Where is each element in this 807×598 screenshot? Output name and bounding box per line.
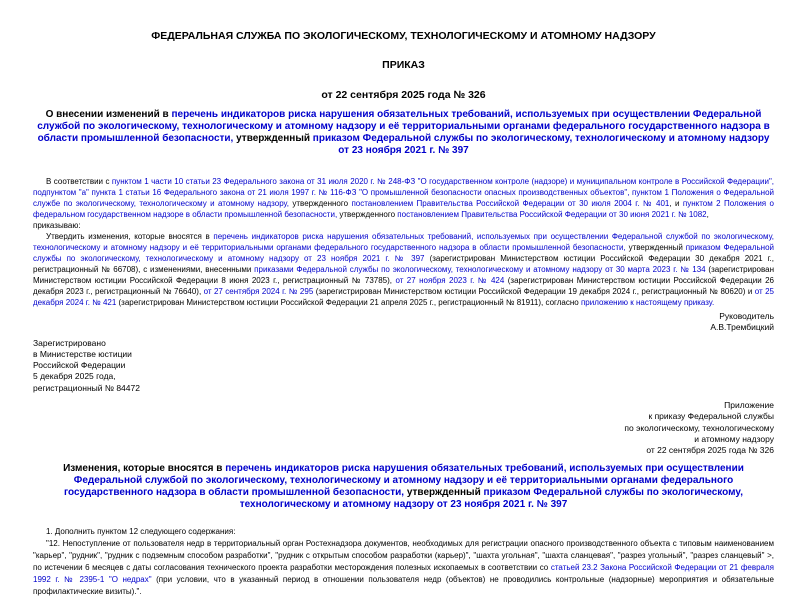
signature-block [33,311,774,334]
prikaz-declaration: приказываю: [33,221,81,230]
registration-block [33,338,774,394]
doc-text: О внесении изменений в [45,109,172,120]
doc-text: "12. Непоступление от пользователя недр в территориальный орган Ростехнадзора документов, необходимых для регистрации опасного производственного объекта с типовым наименованием "карьер", "рудник", "рудник с подземным способом разработки", "рудник с открытым способом разработки (карьер)", "шахта угольная", "шахта сланцевая", "разрез угольный", "разрез сланцевый" >, по истечении 6 месяцев с даты согласования технического проекта разработки месторождения полезных ископаемых в соответствии со [33,538,774,572]
paragraph-approve-changes [33,231,774,308]
document-date-number: от 22 сентября 2025 года № 326 [321,89,486,101]
doc-link[interactable]: от 27 сентября 2024 г. № 295 [203,287,314,296]
order-body [33,176,774,308]
order-title [33,109,774,157]
doc-link[interactable]: перечень индикаторов риска нарушения обязательных требований, используемых при осуществлении Федеральной службой по экологическому, технологическому и атомному надзору и её территориальными органами федерального государственного надзора в области промышленной безопасности, [37,109,770,144]
doc-text: утвержденный [404,486,484,498]
doc-text: утвержденный [625,243,686,252]
doc-link[interactable]: перечень индикаторов риска нарушения обязательных требований, используемых при осуществлении Федеральной службой по экологическому, технологическому и атомному надзору и её территориальными органами федерального государственного надзора в области промышленной безопасности, [63,462,744,498]
amendment-item-12 [33,538,774,598]
doc-text: Изменения, которые вносятся в [63,462,226,474]
annex-header-line: и атомному надзору [694,433,774,444]
signature-position: Руководитель [719,311,774,321]
doc-link[interactable]: пунктом 1 части 10 статьи 23 Федерального закона от 31 июля 2020 г. № 248-ФЗ "О государственном контроле (надзоре) и муниципальном контроле в Российской Федерации", подпунктом "а" пункта 1 статьи 16 Федерального закона от 21 июля 1997 г. № 116-ФЗ "О промышленной безопасности опасных производственных объектов", пунктом 1 Положения о Федеральной службе по экологическому, технологическому и атомному надзору, [33,177,774,208]
doc-link[interactable]: приказом Федеральной службы по экологическому, технологическому и атомному надзору от 23 ноября 2021 г. № 397 [312,133,770,156]
doc-link[interactable]: приложению к настоящему приказу. [580,298,715,307]
doc-text: (зарегистрирован Министерством юстиции Российской Федерации 30 декабря 2021 г., регистрационный № 66708), с изменениями, внесенными [33,254,774,274]
doc-text: утвержденного [337,210,398,219]
paragraph-legal-basis [33,176,774,220]
amendment-body [33,526,774,598]
registration-line: Зарегистрировано [33,337,106,348]
registration-line: в Министерстве юстиции [33,348,132,359]
doc-text: , и [669,199,683,208]
doc-link[interactable]: статьей 23.2 Закона Российской Федерации от 21 февраля 1992 г. № 2395-1 "О недрах" [33,562,775,584]
annex-header [33,400,774,456]
doc-text: (зарегистрирован Министерством юстиции Российской Федерации 26 декабря 2023 г., регистрационный № 76640), [33,276,775,296]
doc-text: (при условии, что в указанный период в отношении пользователя недр (объектов) не проводились контрольные (надзорные) мероприятия и обязательные профилактические визиты).". [33,574,774,596]
doc-text: , [706,210,709,219]
annex-header-line: по экологическому, технологическому [624,422,774,433]
annex-header-line: Приложение [724,400,774,411]
doc-link[interactable]: пунктом 2 Положения о федеральном государственном надзоре в области промышленной безопасности, [33,199,774,219]
doc-link[interactable]: приказом Федеральной службы по экологическому, технологическому и атомному надзору от 23 ноября 2021 г. № 397 [33,243,774,263]
document-type: ПРИКАЗ [382,59,425,71]
doc-text: (зарегистрирован Министерством юстиции Российской Федерации 8 июня 2023 г., регистрационный № 73785), [33,265,775,285]
registration-line: Российской Федерации [33,360,126,371]
doc-text: утвержденного [288,199,352,208]
signature-name: А.В.Трембицкий [710,322,774,333]
doc-link[interactable]: приказами Федеральной службы по экологическому, технологическому и атомному надзору от 30 марта 2023 г. № 134 [254,265,706,274]
doc-link[interactable]: постановлением Правительства Российской Федерации от 30 июля 2004 г. № 401 [351,199,670,208]
doc-link[interactable]: приказом Федеральной службы по экологическому, технологическому и атомному надзору от 23 ноября 2021 г. № 397 [239,486,744,510]
doc-link[interactable]: постановлением Правительства Российской Федерации от 30 июня 2021 г. № 1082 [397,210,707,219]
doc-link[interactable]: от 27 ноября 2023 г. № 424 [395,276,505,285]
registration-line: регистрационный № 84472 [33,382,140,393]
doc-text: (зарегистрирован Министерством юстиции Российской Федерации 19 декабря 2024 г., регистрационный № 80620) и [313,287,755,296]
doc-link[interactable]: от 25 декабря 2024 г. № 421 [33,287,775,307]
registration-line: 5 декабря 2025 года, [33,371,116,382]
doc-text: Утвердить изменения, которые вносятся в [46,232,214,241]
amendment-intro: 1. Дополнить пунктом 12 следующего содержания: [46,526,236,536]
annex-title [33,463,774,511]
doc-text: (зарегистрирован Министерством юстиции Российской Федерации 21 апреля 2025 г., регистрационный № 81911), согласно [116,298,581,307]
doc-text: утвержденный [233,133,313,144]
agency-name: ФЕДЕРАЛЬНАЯ СЛУЖБА ПО ЭКОЛОГИЧЕСКОМУ, ТЕХНОЛОГИЧЕСКОМУ И АТОМНОМУ НАДЗОРУ [151,30,656,42]
annex-header-line: к приказу Федеральной службы [648,411,774,422]
doc-text: В соответствии с [46,177,112,186]
doc-link[interactable]: перечень индикаторов риска нарушения обязательных требований, используемых при осуществлении Федеральной службой по экологическому, технологическому и атомному надзору и её территориальными органами федерального государственного надзора в области промышленной безопасности, [33,232,774,252]
annex-header-line: от 22 сентября 2025 года № 326 [646,445,774,456]
